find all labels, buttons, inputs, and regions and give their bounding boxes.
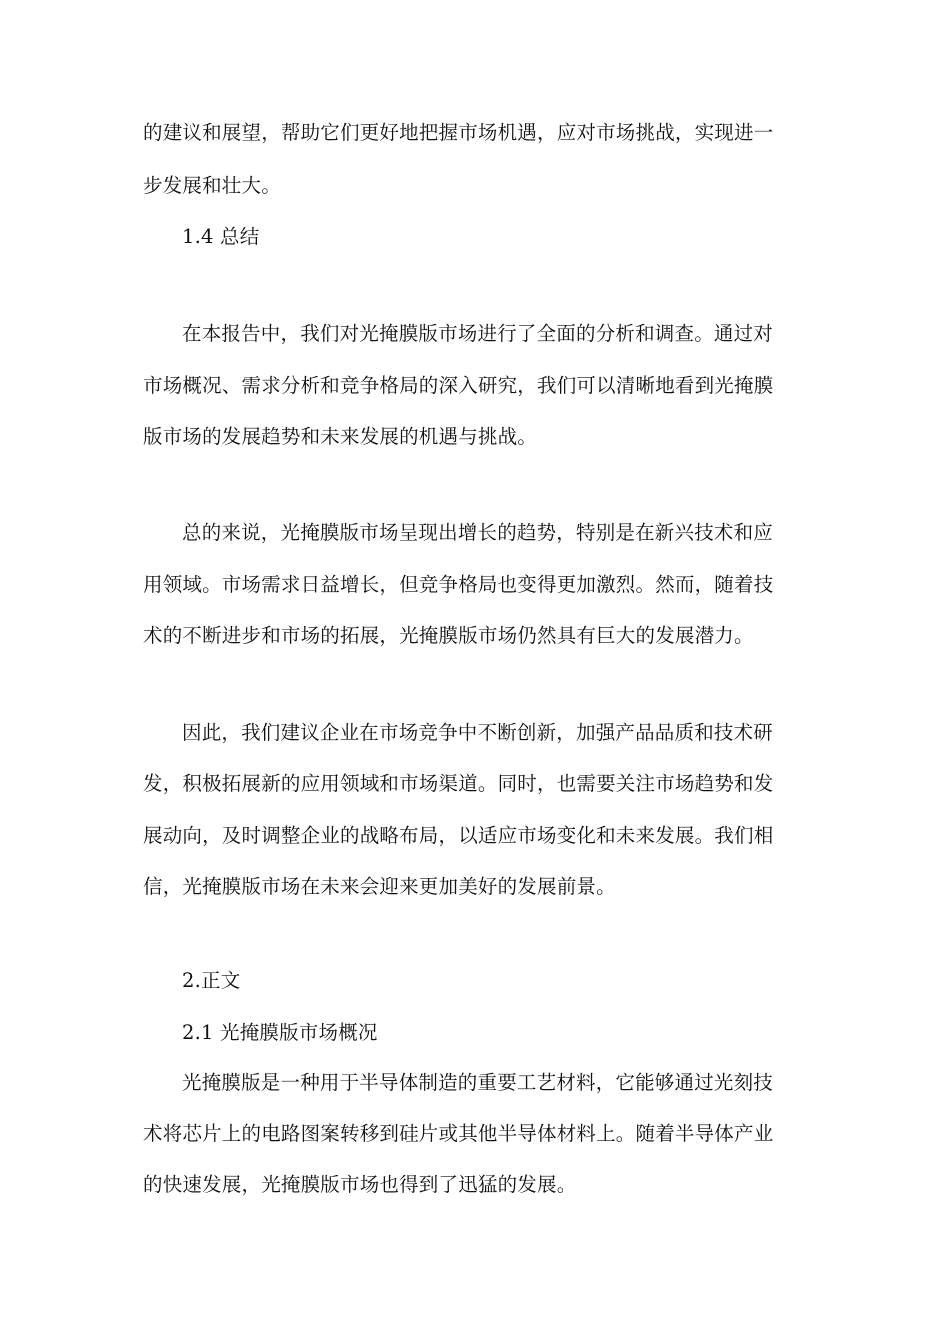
paragraph-line: 光掩膜版是一种用于半导体制造的重要工艺材料，它能够通过光刻技	[182, 1071, 774, 1094]
section-heading-2: 2.正文	[182, 969, 241, 992]
text-line: 的建议和展望，帮助它们更好地把握市场机遇，应对市场挑战，实现进一	[143, 121, 774, 144]
paragraph-line: 因此，我们建议企业在市场竞争中不断创新，加强产品品质和技术研	[182, 721, 774, 744]
paragraph-line: 总的来说，光掩膜版市场呈现出增长的趋势，特别是在新兴技术和应	[182, 521, 774, 544]
paragraph-line: 信，光掩膜版市场在未来会迎来更加美好的发展前景。	[143, 875, 616, 898]
paragraph-line: 术的不断进步和市场的拓展，光掩膜版市场仍然具有巨大的发展潜力。	[143, 624, 754, 647]
paragraph-line: 术将芯片上的电路图案转移到硅片或其他半导体材料上。随着半导体产业	[143, 1122, 774, 1145]
text-line: 步发展和壮大。	[143, 174, 281, 197]
paragraph-line: 版市场的发展趋势和未来发展的机遇与挑战。	[143, 425, 538, 448]
paragraph-line: 的快速发展，光掩膜版市场也得到了迅猛的发展。	[143, 1173, 577, 1196]
section-heading-1-4: 1.4 总结	[182, 225, 260, 248]
paragraph-line: 发，积极拓展新的应用领域和市场渠道。同时，也需要关注市场趋势和发	[143, 772, 774, 795]
paragraph-line: 市场概况、需求分析和竞争格局的深入研究，我们可以清晰地看到光掩膜	[143, 374, 774, 397]
paragraph-line: 在本报告中，我们对光掩膜版市场进行了全面的分析和调查。通过对	[182, 322, 774, 345]
paragraph-line: 展动向，及时调整企业的战略布局，以适应市场变化和未来发展。我们相	[143, 824, 774, 847]
paragraph-line: 用领域。市场需求日益增长，但竞争格局也变得更加激烈。然而，随着技	[143, 573, 774, 596]
section-heading-2-1: 2.1 光掩膜版市场概况	[182, 1021, 378, 1044]
